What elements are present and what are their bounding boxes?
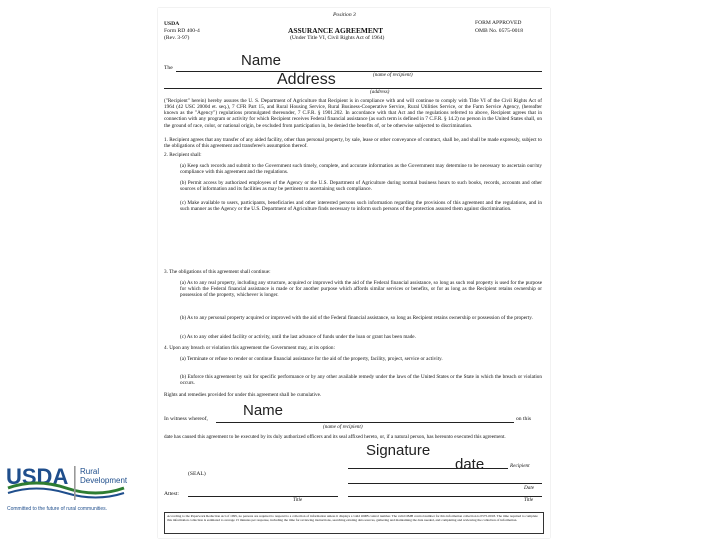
clause-4: 4. Upon any breach or violation this agreement the Government may, at its option: (164, 345, 335, 351)
clause-2b: (b) Permit access by authorized employees of the Agency or the U.S. Department of Agriculture during normal business hours to such books, records, accounts and other sources of information and its facilities as may be pertinent to ascertaining such compliance. (180, 180, 542, 193)
witness-name-line (216, 422, 514, 423)
logo-tagline: Committed to the future of rural communities. (7, 506, 108, 512)
clause-1: 1. Recipient agrees that any transfer of any aided facility, other than personal property, by sale, lease or other conveyance of contract, shall be, and shall be made expressly, subject to the obligations of this agreement and transferee's assumption thereof. (164, 137, 542, 150)
usda-wordmark: USDA (6, 464, 69, 489)
form-number: Form RD 400-4 (164, 28, 200, 34)
date-line (348, 483, 542, 484)
clause-2: 2. Recipient shall: (164, 152, 202, 158)
logo-divider (74, 466, 76, 500)
clause-3a: (a) As to any real property, including any structure, acquired or improved with the aid of the Federal financial assistance, so long as such real property is used for the purpose for which the Federal financial assistance is made or for another purpose which affords similar services or benefits, or for as long as the Recipient retains ownership or possession of the property, whichever is longer. (180, 280, 542, 299)
attest-title-label: Title (293, 497, 303, 503)
recipient-label: Recipient (510, 463, 530, 469)
overlay-name-top: Name (241, 52, 282, 69)
logo-development: Development (80, 476, 128, 485)
seal-label: (SEAL) (188, 471, 206, 477)
clause-3: 3. The obligations of this agreement shall continue: (164, 269, 271, 275)
date-label: Date (524, 485, 535, 491)
recipient-address-caption: (address) (370, 89, 390, 95)
assurance-form-page (158, 8, 550, 538)
clause-4a: (a) Terminate or refuse to render or continue financial assistance for the aid of the property, facility, project, service or activity. (180, 356, 443, 362)
witness-name-caption: (name of recipient) (323, 424, 363, 430)
execution-statement: date has caused this agreement to be executed by its duly authorized officers and its seal affixed hereto, or, if a natural person, has hereunto executed this agreement. (164, 434, 506, 440)
attest-label: Attest: (164, 491, 179, 497)
right-title-label: Title (524, 497, 534, 503)
overlay-address: Address (277, 71, 336, 88)
form-title: ASSURANCE AGREEMENT (288, 26, 384, 35)
rights-statement: Rights and remedies provided for under this agreement shall be cumulative. (164, 392, 322, 398)
clause-2c: (c) Make available to users, participants, beneficiaries and other interested persons such information regarding the provisions of this agreement and the regulations, and in such manner as the Agency or the U.S. Department of Agriculture finds necessary to inform such persons of the protection assured them against discrimination. (180, 200, 542, 213)
title-line (348, 496, 542, 497)
form-approved: FORM APPROVED (475, 20, 522, 26)
paperwork-notice: According to the Paperwork Reduction Act of 1995, no persons are required to respond to a collection of information unless it displays a valid OMB control number. The valid OMB control number for this information collection is 0575-0018. The time required to complete this information collection is estimated to average 15 minutes per response, including the time for reviewing instructions, searching existing data sources, gathering and maintaining the data needed, and completing and reviewing the collection of information. (164, 512, 544, 534)
form-subtitle: (Under Title VI, Civil Rights Act of 1964) (290, 35, 385, 41)
logo-rural: Rural (80, 467, 100, 476)
usda-logo-graphic (6, 462, 156, 537)
form-revision: (Rev. 3-97) (164, 35, 190, 41)
agency-name: USDA (164, 21, 180, 27)
overlay-signature: Signature (366, 442, 431, 459)
the-label: The (164, 65, 173, 71)
on-this-label: on this (516, 416, 532, 422)
attest-line (188, 496, 338, 497)
clause-3c: (c) As to any other aided facility or activity, until the last advance of funds under the loan or grant has been made. (180, 334, 416, 340)
witness-label: In witness whereof, (164, 416, 208, 422)
omb-number: OMB No. 0575-0018 (475, 28, 524, 34)
recipient-address-line (164, 88, 542, 89)
overlay-date: date (455, 456, 485, 473)
usda-rural-development-logo (6, 462, 156, 537)
position-tag: Position 3 (333, 12, 356, 18)
clause-4b: (b) Enforce this agreement by suit for specific performance or by any other available remedy under the laws of the United States or the State in which the breach or violation occurs. (180, 374, 542, 387)
recipient-name-line (176, 71, 542, 72)
intro-paragraph: ("Recipient" herein) hereby assures the U. S. Department of Agriculture that Recipient is in compliance with and will continue to comply with Title VI of the Civil Rights Act of 1964 (42 USC 2000d et. seq.), 7 CFR Part 15, and Rural Housing Service, Rural Business-Cooperative Service, Rural Utilities Service, or the Farm Service Agency, (hereafter known as the "Agency") regulations promulgated thereunder, 7 C.F.R. § 1901.202. In accordance with that Act and the regulations referred to above, Recipient agrees that in connection with any program or activity for which Recipient receives Federal financial assistance (as such term is defined in 7 C.F.R. § 14.2) no person in the United States shall, on the ground of race, color, or national origin, be excluded from participation in, be denied the benefits of, or be otherwise subjected to discrimination. (164, 98, 542, 129)
overlay-name-bottom: Name (243, 402, 284, 419)
recipient-name-caption: (name of recipient) (373, 72, 413, 78)
clause-3b: (b) As to any personal property acquired or improved with the aid of the Federal financial assistance, so long as Recipient retains ownership or possession of the property. (180, 315, 533, 321)
clause-2a: (a) Keep such records and submit to the Government such timely, complete, and accurate information as the Government may determine to be necessary to ascertain our/my compliance with this agreement and the regulations. (180, 163, 542, 176)
